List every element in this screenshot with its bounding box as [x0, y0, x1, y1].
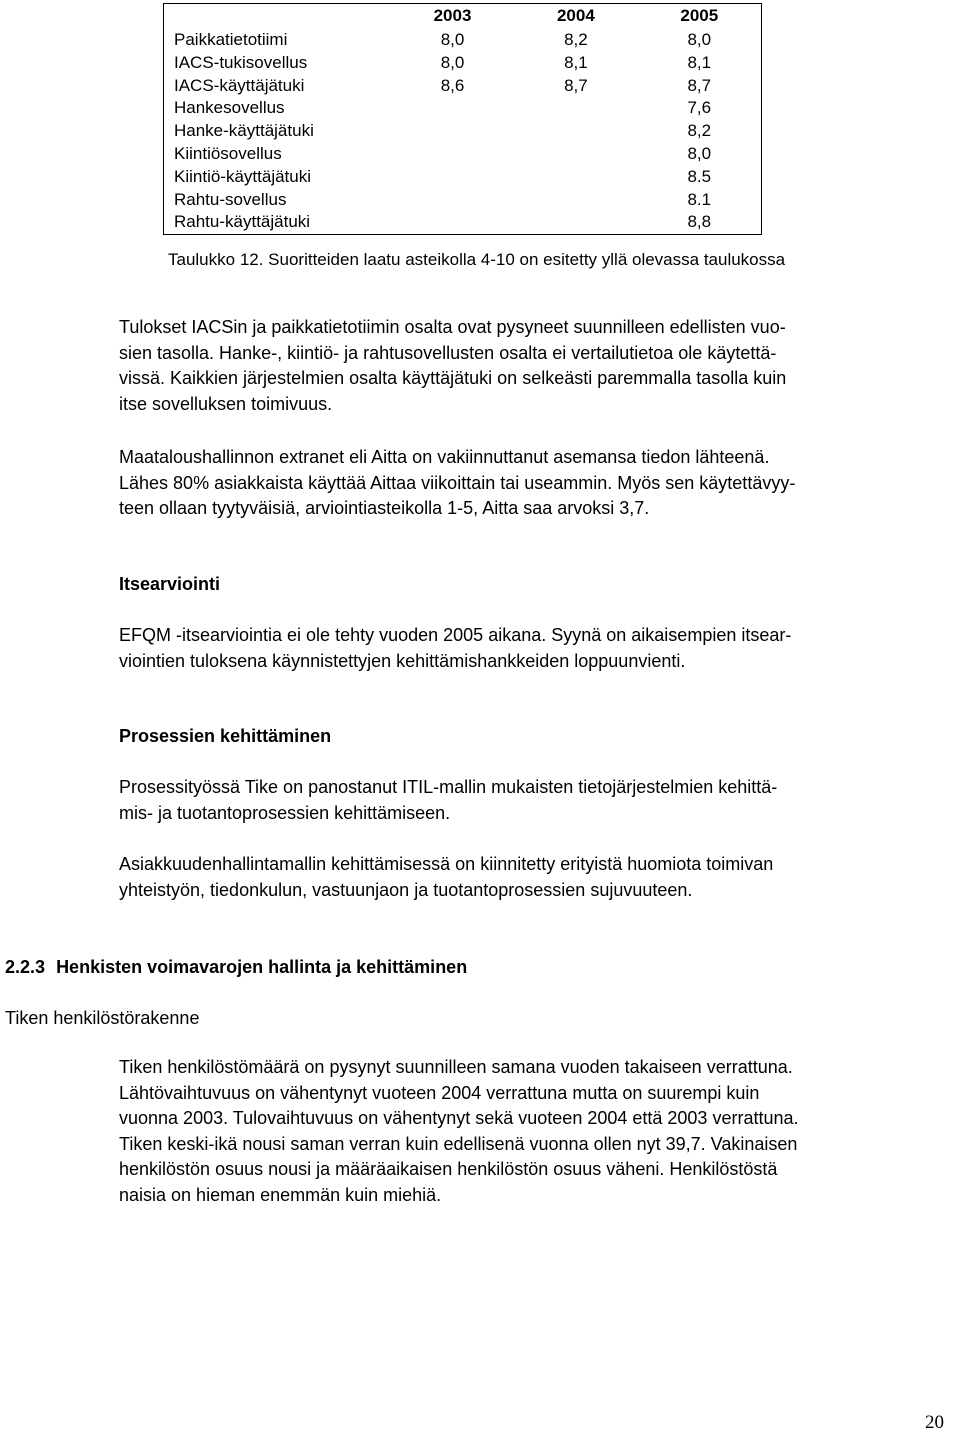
value-cell — [514, 211, 637, 234]
row-label-cell: Paikkatietotiimi — [164, 29, 391, 52]
text-line: viointien tuloksena käynnistettyjen kehittämishankkeiden loppuunvienti. — [119, 650, 686, 671]
value-cell: 8,2 — [564, 30, 588, 49]
value-cell: 8,7 — [638, 75, 762, 98]
row-label-cell: Rahtu-käyttäjätuki — [164, 211, 391, 234]
row-label-cell: Hanke-käyttäjätuki — [164, 120, 391, 143]
value-cell — [514, 166, 637, 189]
text-line: EFQM -itsearviointia ei ole tehty vuoden 2005 aikana. Syynä on aikaisempien itsear- — [119, 625, 792, 645]
row-label-cell: Kiintiösovellus — [164, 143, 391, 166]
table-caption: Taulukko 12. Suoritteiden laatu asteikolla 4-10 on esitetty yllä olevassa taulukossa — [168, 250, 786, 269]
text-line: vissä. Kaikkien järjestelmien osalta käyttäjätuki on selkeästi paremmalla tasolla kuin — [119, 368, 787, 388]
table-row — [164, 97, 762, 120]
value-cell — [514, 143, 637, 166]
value-cell — [391, 120, 514, 143]
text-line: naisia on hieman enemmän kuin miehiä. — [119, 1184, 442, 1205]
text-line: vuonna 2003. Tulovaihtuvuus on vähentynyt sekä vuoteen 2004 että 2003 verrattuna. — [119, 1108, 799, 1128]
value-cell: 8,0 — [638, 143, 762, 166]
paragraph-prosessit — [119, 775, 777, 826]
value-cell: 8,0 — [440, 30, 465, 49]
value-cell: 8,7 — [564, 75, 588, 95]
value-cell: 8,0 — [638, 29, 762, 52]
table-row — [164, 120, 762, 143]
value-cell: 8,1 — [638, 52, 762, 75]
paragraph-results — [119, 315, 786, 417]
row-label-cell: IACS-käyttäjätuki — [164, 75, 391, 98]
page-number: 20 — [925, 1412, 944, 1433]
text-line: teen ollaan tyytyväisiä, arviointiasteikolla 1-5, Aitta saa arvoksi 3,7. — [119, 498, 650, 518]
text-line: sien tasolla. Hanke-, kiintiö- ja rahtusovellusten osalta ei vertailutietoa ole käytettä- — [119, 342, 777, 363]
quality-table — [163, 3, 762, 235]
table-row — [164, 29, 762, 52]
text-line: Asiakkuudenhallintamallin kehittämisessä on kiinnitetty erityistä huomiota toimivan — [119, 854, 774, 874]
table-header-row — [164, 4, 762, 30]
header-cell-2003: 2003 — [391, 4, 514, 30]
value-cell: 8.5 — [638, 166, 762, 189]
text-line: Prosessityössä Tike on panostanut ITIL-mallin mukaisten tietojärjestelmien kehittä- — [119, 777, 778, 797]
table-body — [164, 29, 762, 235]
text-line: itse sovelluksen toimivuus. — [119, 393, 333, 414]
value-cell: 8,6 — [440, 75, 465, 95]
value-cell — [391, 97, 514, 120]
value-cell — [514, 189, 637, 212]
paragraph-henkilosto — [119, 1055, 799, 1208]
row-label-cell: Rahtu-sovellus — [164, 189, 391, 212]
paragraph-aitta — [119, 445, 795, 522]
header-cell-2005: 2005 — [638, 4, 762, 30]
value-cell: 8,2 — [638, 120, 762, 143]
table-row — [164, 52, 762, 75]
value-cell: 8.1 — [638, 189, 762, 212]
table-row — [164, 75, 762, 98]
header-cell-empty — [164, 4, 391, 30]
value-cell: 8,0 — [440, 52, 465, 72]
value-cell — [514, 120, 637, 143]
value-cell — [391, 211, 514, 234]
section-title: Henkisten voimavarojen hallinta ja kehittäminen — [56, 957, 468, 977]
value-cell — [514, 97, 637, 120]
paragraph-asiakkuus — [119, 852, 773, 903]
text-line: Maataloushallinnon extranet eli Aitta on vakiinnuttanut asemansa tiedon lähteenä. — [119, 447, 770, 467]
header-cell-2004: 2004 — [514, 4, 637, 30]
text-line: henkilöstön osuus nousi ja määräaikaisen henkilöstön osuus väheni. Henkilöstöstä — [119, 1159, 778, 1179]
text-line: Tulokset IACSin ja paikkatietotiimin osalta ovat pysyneet suunnilleen edellisten vuo- — [119, 317, 786, 337]
value-cell — [391, 189, 514, 212]
section-number: 2.2.3 — [5, 957, 46, 977]
text-line: Tiken henkilöstömäärä on pysynyt suunnilleen samana vuoden takaiseen verrattuna. — [119, 1057, 793, 1077]
value-cell: 8,8 — [638, 211, 762, 234]
row-label-cell: Hankesovellus — [164, 97, 391, 120]
value-cell — [391, 143, 514, 166]
table-row — [164, 166, 762, 189]
section-heading — [5, 955, 467, 980]
heading-prosessit: Prosessien kehittäminen — [119, 726, 332, 746]
text-line: mis- ja tuotantoprosessien kehittämiseen. — [119, 802, 451, 823]
row-label-cell: IACS-tukisovellus — [164, 52, 391, 75]
table-row — [164, 211, 762, 234]
value-cell: 8,1 — [564, 52, 588, 72]
text-line: Lähtövaihtuvuus on vähentynyt vuoteen 2004 verrattuna mutta on suurempi kuin — [119, 1082, 760, 1103]
table-row — [164, 143, 762, 166]
subheading-henkilostorakenne: Tiken henkilöstörakenne — [5, 1008, 200, 1028]
text-line: yhteistyön, tiedonkulun, vastuunjaon ja tuotantoprosessien sujuvuuteen. — [119, 879, 693, 900]
text-line: Tiken keski-ikä nousi saman verran kuin edellisenä vuonna ollen nyt 39,7. Vakinaisen — [119, 1133, 798, 1154]
table-row — [164, 189, 762, 212]
paragraph-itsearviointi — [119, 623, 791, 674]
heading-itsearviointi: Itsearviointi — [119, 574, 221, 594]
row-label-cell: Kiintiö-käyttäjätuki — [164, 166, 391, 189]
value-cell — [391, 166, 514, 189]
text-line: Lähes 80% asiakkaista käyttää Aittaa viikoittain tai useammin. Myös sen käytettävyy- — [119, 472, 796, 493]
value-cell: 7,6 — [638, 97, 762, 120]
